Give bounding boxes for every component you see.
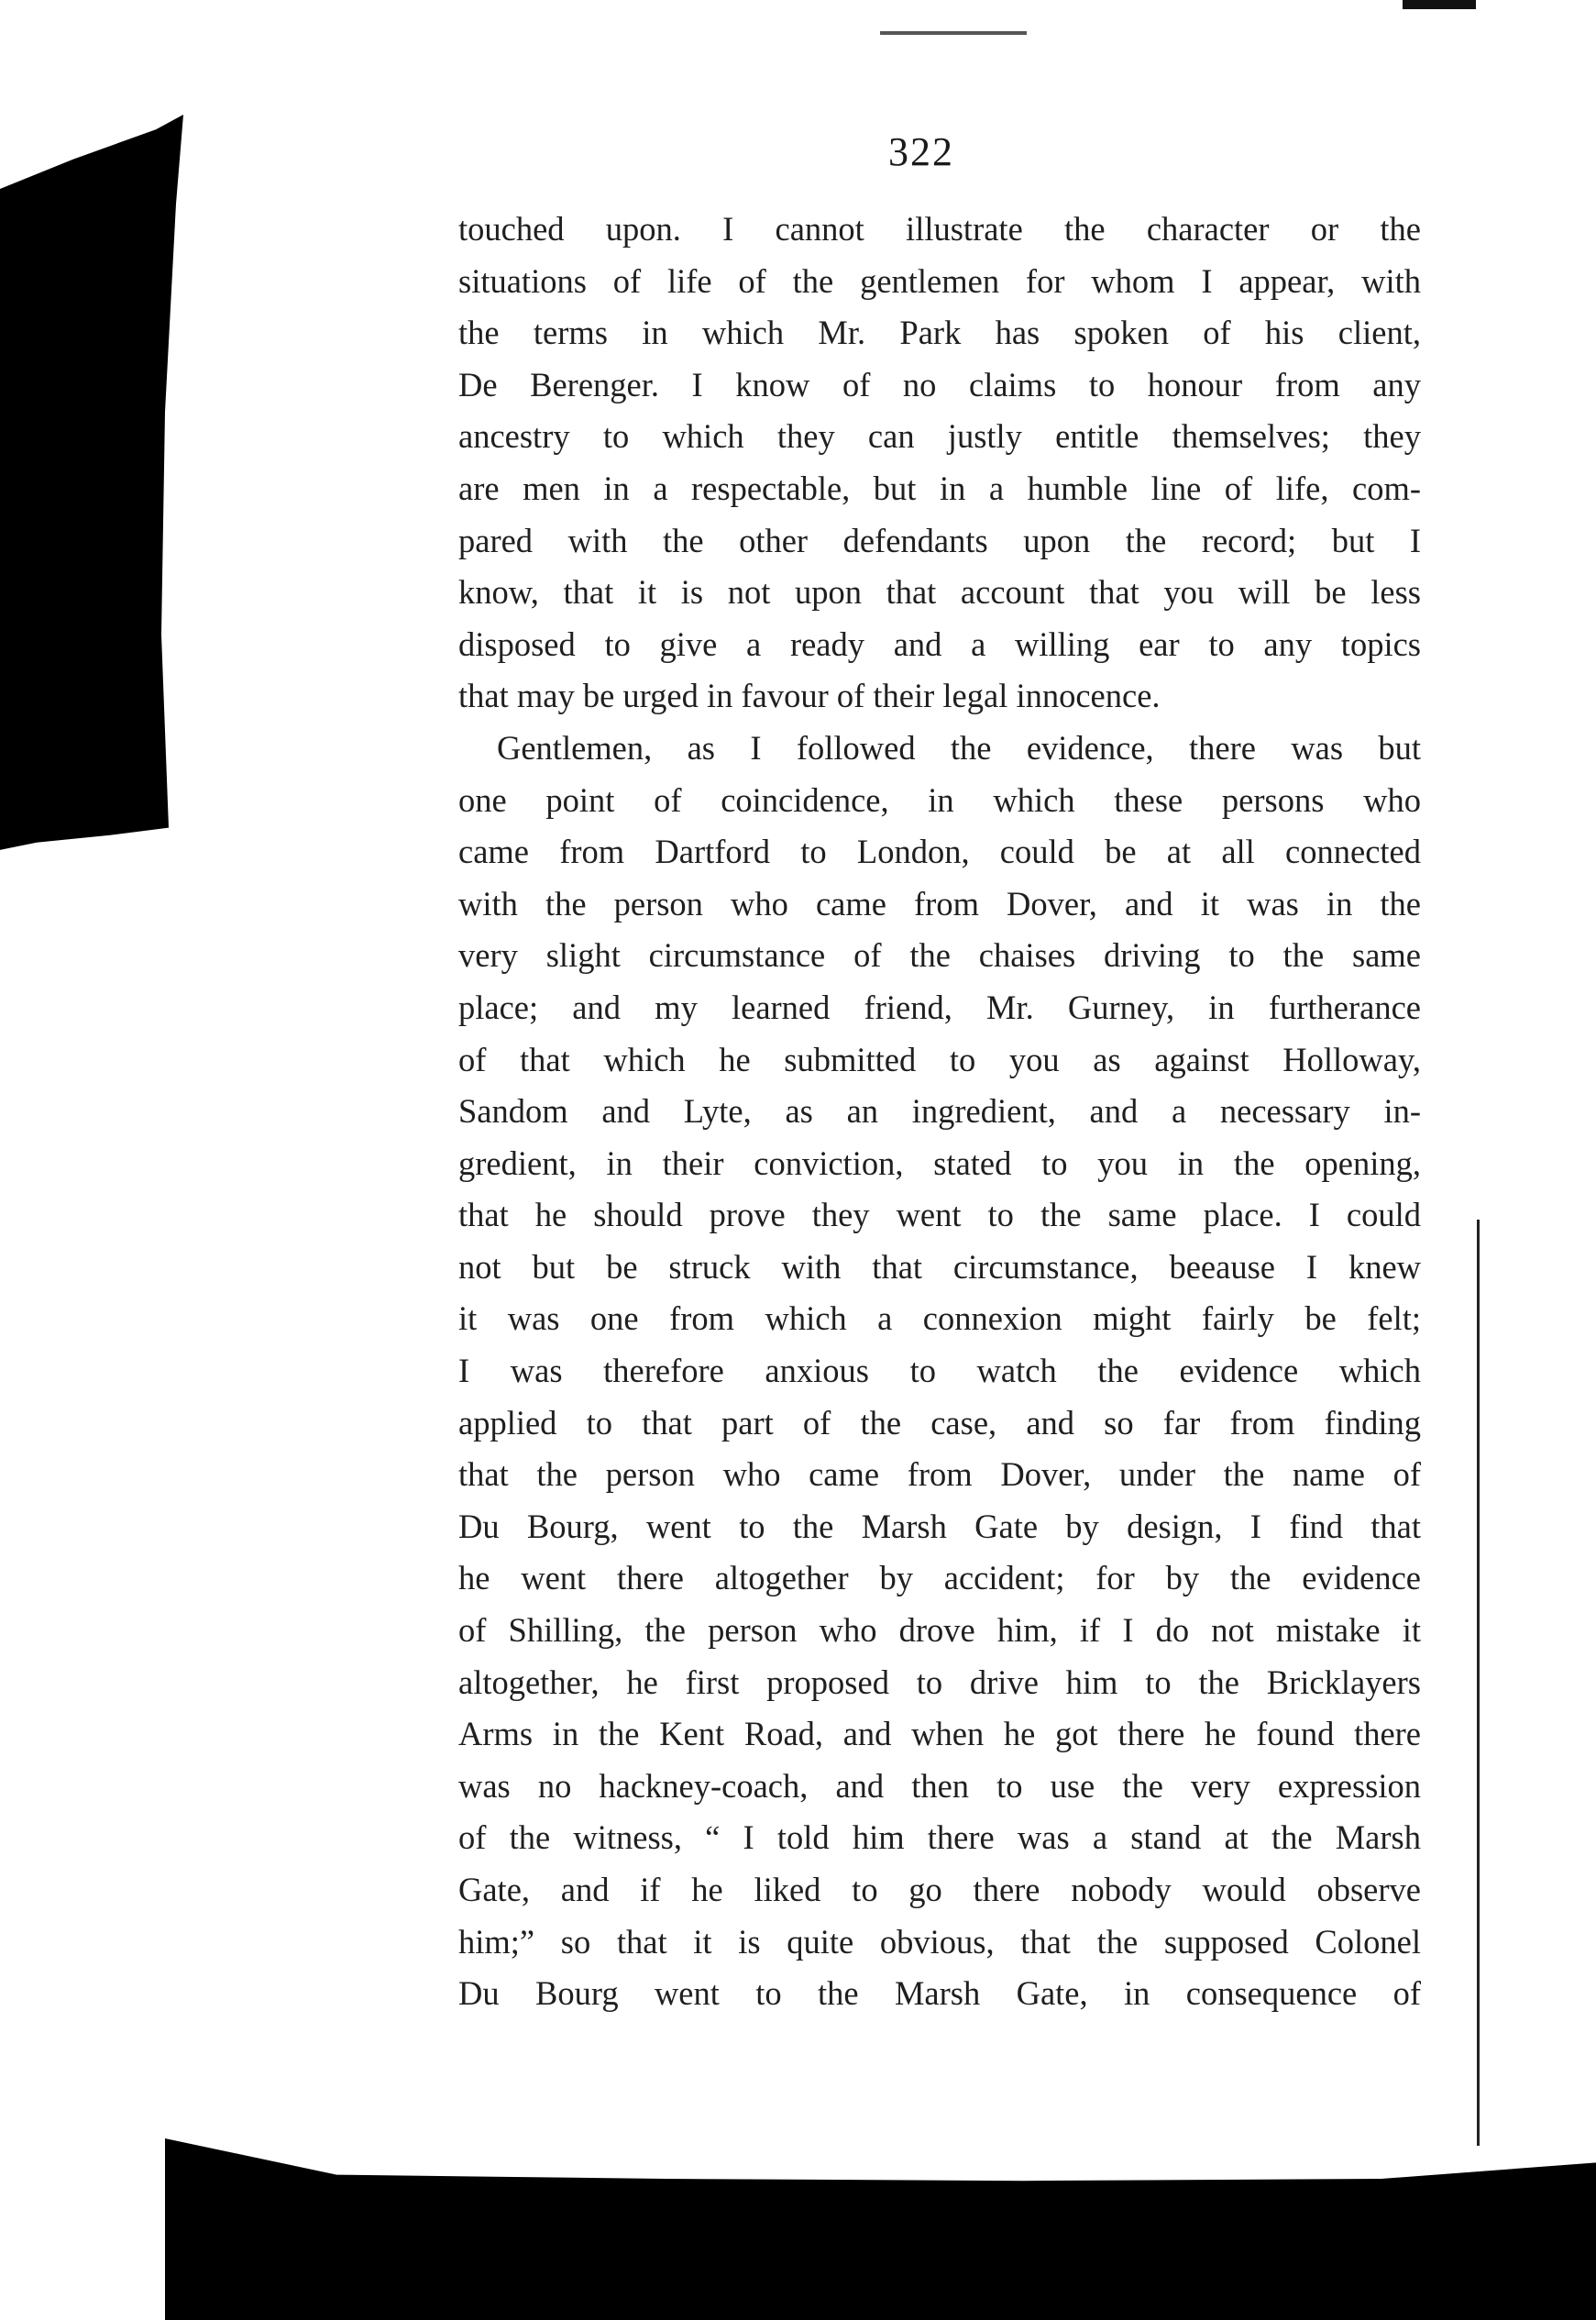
text-line: ancestry to which they can justly entitle themselves; they (458, 417, 1421, 456)
scan-bottom-shadow (165, 2118, 1596, 2320)
scan-corner-mark (1403, 0, 1476, 9)
text-line: altogether, he first proposed to drive him to the Bricklayers (458, 1663, 1421, 1701)
text-line: with the person who came from Dover, and it was in the (458, 884, 1421, 922)
text-line: of that which he submitted to you as against Holloway, (458, 1040, 1421, 1078)
text-line: know, that it is not upon that account that you will be less (458, 573, 1421, 612)
text-line: Du Bourg went to the Marsh Gate, in consequence of (458, 1974, 1421, 2013)
text-line: he went there altogether by accident; for by the evidence (458, 1559, 1421, 1597)
text-line: applied to that part of the case, and so far from finding (458, 1403, 1421, 1442)
text-line: touched upon. I cannot illustrate the character or the (458, 210, 1421, 248)
text-line: him;” so that it is quite obvious, that the supposed Colonel (458, 1922, 1421, 1961)
text-line: Gentlemen, as I followed the evidence, there was but (497, 728, 1421, 767)
text-line: of the witness, “ I told him there was a stand at the Marsh (458, 1818, 1421, 1857)
text-line: Du Bourg, went to the Marsh Gate by design, I find that (458, 1507, 1421, 1545)
text-line: Gate, and if he liked to go there nobody would observe (458, 1871, 1421, 1908)
text-line: place; and my learned friend, Mr. Gurney, in furtherance (458, 988, 1421, 1026)
text-line: Arms in the Kent Road, and when he got there he found there (458, 1715, 1421, 1753)
text-line: De Berenger. I know of no claims to honour from any (458, 365, 1421, 403)
scan-right-edge (1477, 1220, 1480, 2146)
text-line: very slight circumstance of the chaises driving to the same (458, 936, 1421, 975)
scan-smudge (880, 31, 1027, 35)
text-line: that may be urged in favour of their legal innocence. (458, 677, 1161, 715)
text-line: of Shilling, the person who drove him, if I do not mistake it (458, 1611, 1421, 1650)
text-line: not but be struck with that circumstance, beeause I knew (458, 1247, 1421, 1286)
text-line: I was therefore anxious to watch the evidence which (458, 1352, 1421, 1390)
text-line: that he should prove they went to the same place. I could (458, 1196, 1421, 1234)
scan-left-shadow (0, 115, 183, 857)
text-line: situations of life of the gentlemen for whom I appear, with (458, 261, 1421, 300)
page-number: 322 (888, 129, 954, 174)
text-line: that the person who came from Dover, under the name of (458, 1455, 1421, 1494)
text-line: was no hackney-coach, and then to use the very expression (458, 1766, 1421, 1805)
text-line: it was one from which a connexion might fairly be felt; (458, 1299, 1421, 1338)
body-text (458, 204, 1421, 2020)
text-line: are men in a respectable, but in a humble line of life, com- (458, 469, 1421, 507)
text-line: came from Dartford to London, could be at all connected (458, 833, 1421, 871)
text-line: disposed to give a ready and a willing ear to any topics (458, 624, 1421, 663)
text-line: one point of coincidence, in which these persons who (458, 780, 1421, 819)
text-line: gredient, in their conviction, stated to you in the opening, (458, 1143, 1421, 1182)
text-line: Sandom and Lyte, as an ingredient, and a necessary in- (458, 1092, 1421, 1131)
text-line: pared with the other defendants upon the record; but I (458, 521, 1421, 559)
text-line: the terms in which Mr. Park has spoken of his client, (458, 314, 1421, 352)
